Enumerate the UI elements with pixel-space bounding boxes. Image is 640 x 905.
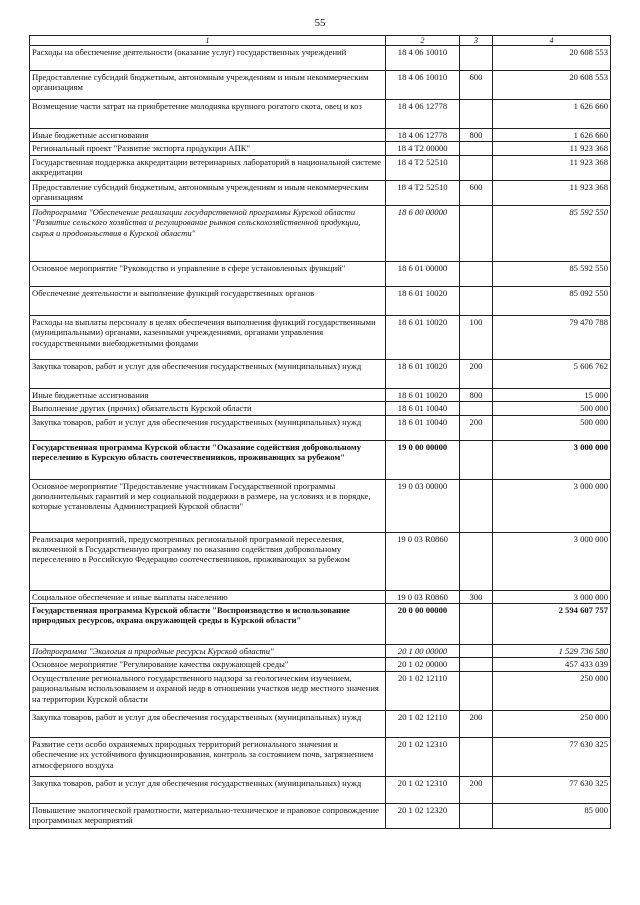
row-amount-cell: 85 592 550	[493, 205, 611, 261]
row-code-cell: 18 6 01 10020	[386, 286, 460, 315]
row-amount-cell: 2 594 607 757	[493, 604, 611, 645]
row-name-cell: Расходы на выплаты персоналу в целях обеспечения выполнения функций государственными (муниципальными) органами, казенными учреждениями, органами управления государственными внебюджетными фондами	[30, 315, 386, 359]
row-amount-cell: 11 923 368	[493, 155, 611, 180]
row-code-cell: 18 6 01 10020	[386, 388, 460, 401]
row-expense-type-cell	[460, 261, 493, 286]
row-code-cell: 18 6 01 10020	[386, 315, 460, 359]
table-header-row	[30, 36, 611, 46]
row-expense-type-cell	[460, 46, 493, 71]
row-amount-cell: 11 923 368	[493, 142, 611, 155]
row-amount-cell: 11 923 368	[493, 180, 611, 205]
row-name-cell: Реализация мероприятий, предусмотренных региональной программой переселения, включенной в Государственную программу по оказанию содействия добровольному переселению в Российскую Федерацию соотечественников, проживающих за рубежом	[30, 532, 386, 590]
row-name-cell: Повышение экологической грамотности, материально-техническое и правовое сопровождение программных мероприятий	[30, 803, 386, 828]
row-expense-type-cell: 600	[460, 71, 493, 100]
row-code-cell: 18 4 06 12778	[386, 100, 460, 129]
row-amount-cell: 85 092 550	[493, 286, 611, 315]
row-name-cell: Иные бюджетные ассигнования	[30, 388, 386, 401]
row-name-cell: Возмещение части затрат на приобретение молодняка крупного рогатого скота, овец и коз	[30, 100, 386, 129]
row-code-cell: 19 0 03 R0860	[386, 590, 460, 603]
table-row	[30, 604, 611, 645]
row-expense-type-cell: 200	[460, 710, 493, 737]
row-name-cell: Закупка товаров, работ и услуг для обеспечения государственных (муниципальных) нужд	[30, 776, 386, 803]
table-row	[30, 803, 611, 828]
table-row	[30, 46, 611, 71]
row-code-cell: 18 4 T2 52510	[386, 180, 460, 205]
row-expense-type-cell: 600	[460, 180, 493, 205]
row-code-cell: 20 1 00 00000	[386, 645, 460, 658]
row-amount-cell: 79 470 788	[493, 315, 611, 359]
row-amount-cell: 85 592 550	[493, 261, 611, 286]
row-amount-cell: 85 000	[493, 803, 611, 828]
row-amount-cell: 5 606 762	[493, 359, 611, 388]
row-name-cell: Региональный проект "Развитие экспорта продукции АПК"	[30, 142, 386, 155]
row-code-cell: 18 4 06 12778	[386, 129, 460, 142]
row-code-cell: 18 6 00 00000	[386, 205, 460, 261]
row-expense-type-cell	[460, 532, 493, 590]
row-amount-cell: 3 000 000	[493, 440, 611, 479]
row-code-cell: 18 4 T2 52510	[386, 155, 460, 180]
row-name-cell: Предоставление субсидий бюджетным, автономным учреждениям и иным некоммерческим организациям	[30, 180, 386, 205]
row-code-cell: 18 6 01 10040	[386, 402, 460, 415]
row-name-cell: Обеспечение деятельности и выполнение функций государственных органов	[30, 286, 386, 315]
row-code-cell: 20 1 02 12310	[386, 776, 460, 803]
row-expense-type-cell: 300	[460, 590, 493, 603]
table-row	[30, 402, 611, 415]
row-name-cell: Подпрограмма "Экология и природные ресурсы Курской области"	[30, 645, 386, 658]
header-col-1: 1	[30, 36, 386, 46]
row-code-cell: 20 0 00 00000	[386, 604, 460, 645]
table-row	[30, 180, 611, 205]
row-name-cell: Расходы на обеспечение деятельности (оказание услуг) государственных учреждений	[30, 46, 386, 71]
row-code-cell: 19 0 03 R0860	[386, 532, 460, 590]
table-row	[30, 142, 611, 155]
table-row	[30, 658, 611, 671]
row-amount-cell: 20 608 553	[493, 71, 611, 100]
row-code-cell: 20 1 02 12110	[386, 710, 460, 737]
row-expense-type-cell: 200	[460, 776, 493, 803]
row-expense-type-cell: 200	[460, 415, 493, 440]
row-name-cell: Развитие сети особо охраняемых природных территорий регионального значения и обеспечение их устойчивого функционирования, контроль за состоянием почв, загрязнением атмосферного воздуха	[30, 737, 386, 776]
table-row	[30, 100, 611, 129]
row-name-cell: Осуществление регионального государственного надзора за геологическим изучением, рациональным использованием и охраной недр в отношении участков недр местного значения на территории Курской области	[30, 671, 386, 710]
row-amount-cell: 77 630 325	[493, 776, 611, 803]
page-number: 55	[314, 17, 326, 29]
row-expense-type-cell	[460, 737, 493, 776]
row-code-cell: 20 1 02 12310	[386, 737, 460, 776]
row-amount-cell: 1 626 660	[493, 100, 611, 129]
table-row	[30, 286, 611, 315]
row-expense-type-cell	[460, 479, 493, 532]
row-amount-cell: 250 000	[493, 710, 611, 737]
table-row	[30, 155, 611, 180]
row-code-cell: 20 1 02 12110	[386, 671, 460, 710]
row-amount-cell: 250 000	[493, 671, 611, 710]
row-expense-type-cell	[460, 142, 493, 155]
row-name-cell: Выполнение других (прочих) обязательств Курской области	[30, 402, 386, 415]
table-row	[30, 590, 611, 603]
row-amount-cell: 1 626 660	[493, 129, 611, 142]
table-row	[30, 205, 611, 261]
table-row	[30, 71, 611, 100]
table-row	[30, 710, 611, 737]
table-row	[30, 129, 611, 142]
row-amount-cell: 3 000 000	[493, 479, 611, 532]
row-expense-type-cell: 800	[460, 388, 493, 401]
row-name-cell: Закупка товаров, работ и услуг для обеспечения государственных (муниципальных) нужд	[30, 415, 386, 440]
header-col-3: 3	[460, 36, 493, 46]
row-code-cell: 18 4 T2 00000	[386, 142, 460, 155]
row-amount-cell: 77 630 325	[493, 737, 611, 776]
row-amount-cell: 500 000	[493, 402, 611, 415]
table-row	[30, 479, 611, 532]
table-row	[30, 532, 611, 590]
row-expense-type-cell	[460, 205, 493, 261]
row-expense-type-cell	[460, 803, 493, 828]
row-expense-type-cell	[460, 658, 493, 671]
row-name-cell: Иные бюджетные ассигнования	[30, 129, 386, 142]
row-amount-cell: 457 433 039	[493, 658, 611, 671]
row-expense-type-cell: 100	[460, 315, 493, 359]
row-expense-type-cell: 200	[460, 359, 493, 388]
row-name-cell: Подпрограмма "Обеспечение реализации государственной программы Курской области "Развитие сельского хозяйства и регулирование рынков сельскохозяйственной продукции, сырья и продовольствия в Курской области"	[30, 205, 386, 261]
row-expense-type-cell	[460, 440, 493, 479]
row-name-cell: Государственная программа Курской области "Оказание содействия добровольному переселению в Курскую область соотечественников, проживающих за рубежом"	[30, 440, 386, 479]
table-row	[30, 645, 611, 658]
row-expense-type-cell	[460, 671, 493, 710]
row-amount-cell: 1 529 736 580	[493, 645, 611, 658]
row-amount-cell: 3 000 000	[493, 590, 611, 603]
row-expense-type-cell: 800	[460, 129, 493, 142]
table-row	[30, 359, 611, 388]
row-expense-type-cell	[460, 100, 493, 129]
row-code-cell: 18 4 06 10010	[386, 71, 460, 100]
row-name-cell: Государственная программа Курской области "Воспроизводство и использование природных ресурсов, охрана окружающей среды в Курской области"	[30, 604, 386, 645]
table-row	[30, 261, 611, 286]
row-amount-cell: 500 000	[493, 415, 611, 440]
row-code-cell: 18 6 01 10020	[386, 359, 460, 388]
row-amount-cell: 3 000 000	[493, 532, 611, 590]
row-code-cell: 19 0 00 00000	[386, 440, 460, 479]
row-expense-type-cell	[460, 604, 493, 645]
table-row	[30, 315, 611, 359]
table-row	[30, 388, 611, 401]
row-code-cell: 19 0 03 00000	[386, 479, 460, 532]
row-name-cell: Предоставление субсидий бюджетным, автономным учреждениям и иным некоммерческим организациям	[30, 71, 386, 100]
header-col-2: 2	[386, 36, 460, 46]
row-name-cell: Закупка товаров, работ и услуг для обеспечения государственных (муниципальных) нужд	[30, 359, 386, 388]
row-name-cell: Социальное обеспечение и иные выплаты населению	[30, 590, 386, 603]
row-expense-type-cell	[460, 286, 493, 315]
row-name-cell: Закупка товаров, работ и услуг для обеспечения государственных (муниципальных) нужд	[30, 710, 386, 737]
row-expense-type-cell	[460, 155, 493, 180]
row-name-cell: Основное мероприятие "Регулирование качества окружающей среды"	[30, 658, 386, 671]
row-expense-type-cell	[460, 645, 493, 658]
table-row	[30, 737, 611, 776]
row-code-cell: 20 1 02 00000	[386, 658, 460, 671]
budget-table	[29, 35, 611, 829]
row-code-cell: 18 4 06 10010	[386, 46, 460, 71]
header-col-4: 4	[493, 36, 611, 46]
row-name-cell: Государственная поддержка аккредитации ветеринарных лабораторий в национальной системе аккредитации	[30, 155, 386, 180]
row-expense-type-cell	[460, 402, 493, 415]
row-amount-cell: 20 608 553	[493, 46, 611, 71]
row-name-cell: Основное мероприятие "Руководство и управление в сфере установленных функций"	[30, 261, 386, 286]
table-row	[30, 776, 611, 803]
row-code-cell: 18 6 01 00000	[386, 261, 460, 286]
row-amount-cell: 15 000	[493, 388, 611, 401]
table-row	[30, 415, 611, 440]
table-row	[30, 440, 611, 479]
row-code-cell: 18 6 01 10040	[386, 415, 460, 440]
table-row	[30, 671, 611, 710]
row-code-cell: 20 1 02 12320	[386, 803, 460, 828]
row-name-cell: Основное мероприятие "Предоставление участникам Государственной программы дополнительных гарантий и мер социальной поддержки в размере, на условиях и в порядке, которые установлены Администрацией Курской области"	[30, 479, 386, 532]
